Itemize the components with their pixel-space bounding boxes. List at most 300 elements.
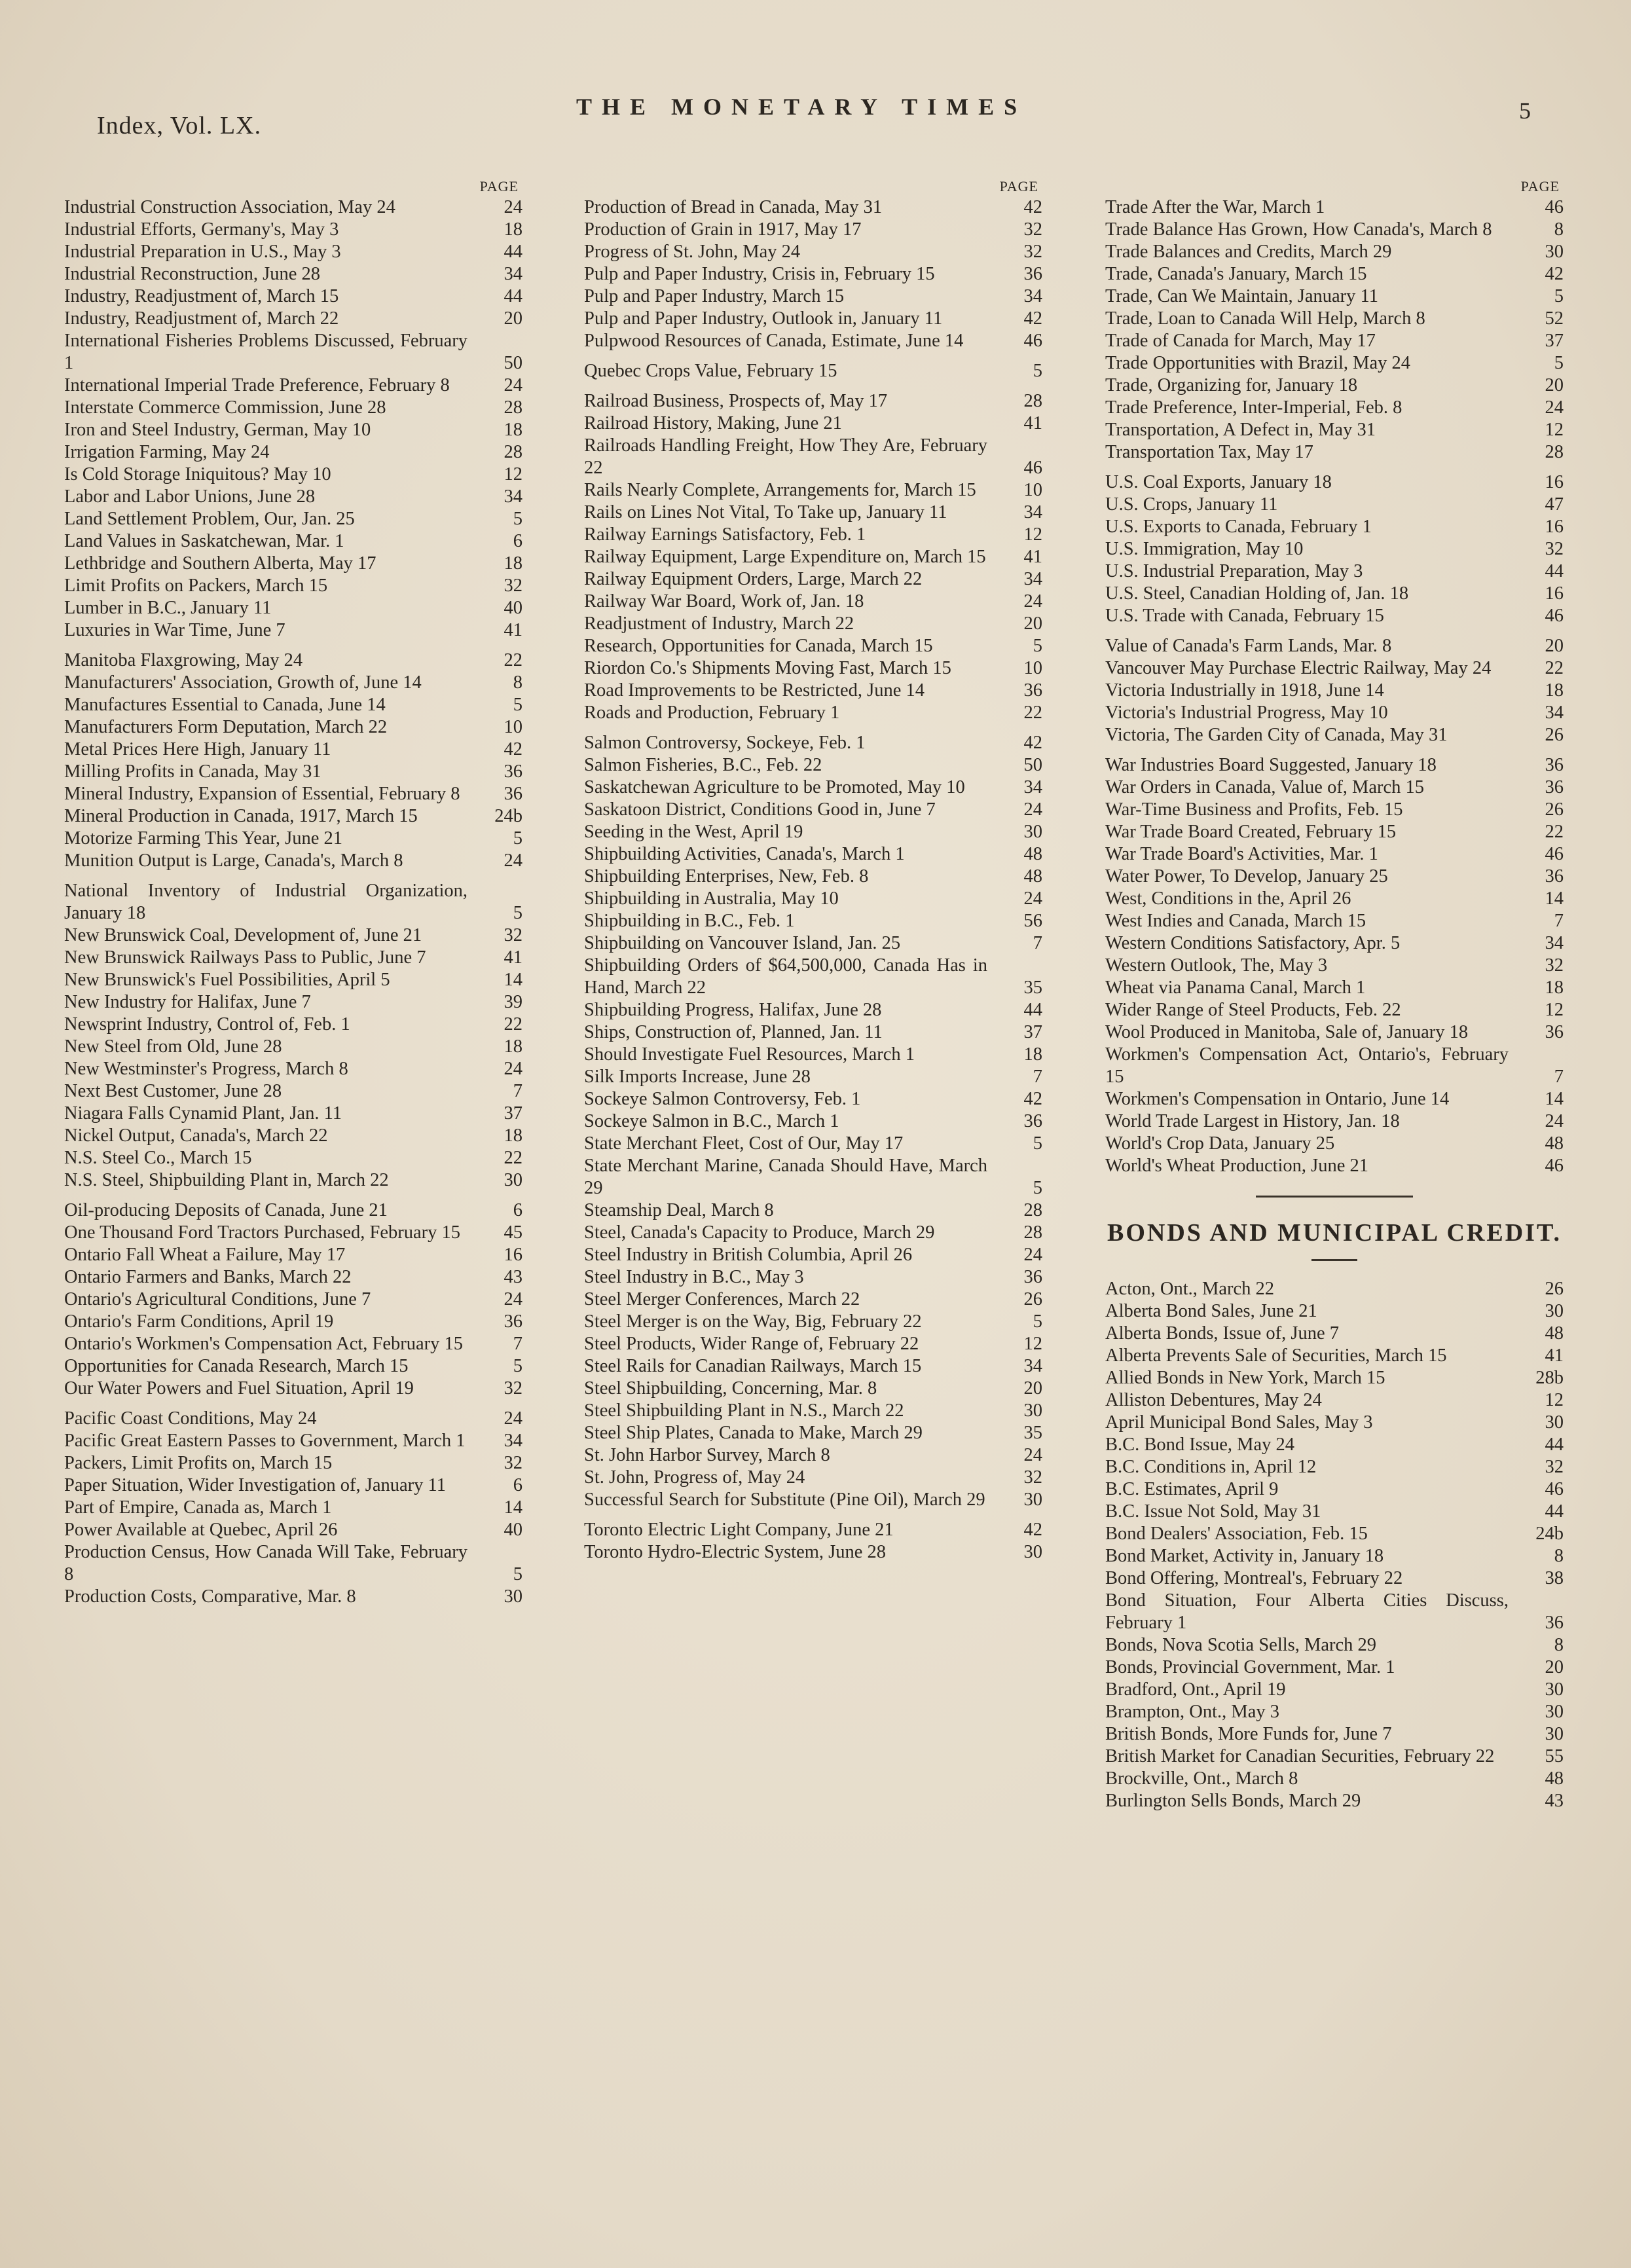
index-entry bbox=[584, 955, 1042, 999]
entry-title: Railroad History, Making, June 21 bbox=[584, 413, 842, 433]
entry-page-number: 44 bbox=[504, 286, 522, 306]
entry-title: Trade, Can We Maintain, January 11 bbox=[1105, 286, 1378, 306]
index-entry bbox=[1105, 1656, 1564, 1679]
entry-title: State Merchant Fleet, Cost of Our, May 17 bbox=[584, 1133, 904, 1154]
entry-title: Acton, Ont., March 22 bbox=[1105, 1279, 1275, 1299]
entry-title: Pulp and Paper Industry, March 15 bbox=[584, 286, 845, 306]
entry-page-number: 5 bbox=[513, 509, 522, 529]
index-entry bbox=[584, 285, 1042, 308]
index-entry bbox=[1105, 702, 1564, 724]
entry-title: Toronto Electric Light Company, June 21 bbox=[584, 1520, 894, 1540]
entry-page-number: 48 bbox=[1023, 866, 1042, 887]
entry-page-number: 14 bbox=[504, 970, 522, 990]
page-column-label: PAGE bbox=[479, 178, 519, 194]
index-entry bbox=[1105, 1155, 1564, 1177]
entry-title: Limit Profits on Packers, March 15 bbox=[64, 576, 328, 596]
entry-page-number: 34 bbox=[1023, 1356, 1042, 1376]
entry-title: Is Cold Storage Iniquitous? May 10 bbox=[64, 464, 331, 485]
entry-title: Western Conditions Satisfactory, Apr. 5 bbox=[1105, 933, 1401, 953]
index-entry bbox=[584, 999, 1042, 1021]
entry-title: U.S. Crops, January 11 bbox=[1105, 494, 1278, 515]
entry-page-number: 46 bbox=[1545, 606, 1564, 626]
entry-page-number: 18 bbox=[504, 1036, 522, 1057]
entry-title: Progress of St. John, May 24 bbox=[584, 242, 801, 262]
entry-page-number: 24b bbox=[1535, 1524, 1564, 1544]
index-entry bbox=[64, 969, 522, 991]
entry-list bbox=[64, 196, 522, 1608]
entry-page-number: 32 bbox=[1545, 955, 1564, 976]
page-column-label: PAGE bbox=[1520, 178, 1560, 194]
entry-title: B.C. Issue Not Sold, May 31 bbox=[1105, 1501, 1321, 1522]
index-entry bbox=[584, 241, 1042, 263]
index-entry bbox=[64, 1080, 522, 1103]
entry-page-number: 35 bbox=[1023, 978, 1042, 998]
index-entry bbox=[1105, 1367, 1564, 1389]
index-entry bbox=[584, 1199, 1042, 1222]
entry-title: Wool Produced in Manitoba, Sale of, January 18 bbox=[1105, 1022, 1469, 1042]
index-entry bbox=[584, 657, 1042, 680]
entry-title: International Fisheries Problems Discussed, February 1 bbox=[64, 331, 467, 373]
index-entry bbox=[1105, 866, 1564, 888]
index-entry bbox=[64, 1430, 522, 1452]
entry-title: Steel Industry in British Columbia, April 26 bbox=[584, 1245, 913, 1265]
index-entry bbox=[1105, 799, 1564, 821]
entry-title: Shipbuilding Enterprises, New, Feb. 8 bbox=[584, 866, 869, 887]
index-entry bbox=[64, 375, 522, 397]
entry-page-number: 30 bbox=[1545, 1724, 1564, 1744]
entry-page-number: 8 bbox=[1554, 1546, 1564, 1566]
entry-title: Power Available at Quebec, April 26 bbox=[64, 1520, 338, 1540]
index-entry bbox=[1105, 397, 1564, 419]
entry-list bbox=[1105, 196, 1564, 1177]
entry-title: Shipbuilding in B.C., Feb. 1 bbox=[584, 911, 795, 931]
index-entry bbox=[584, 546, 1042, 568]
entry-title: British Bonds, More Funds for, June 7 bbox=[1105, 1724, 1392, 1744]
index-entry bbox=[64, 828, 522, 850]
entry-page-number: 42 bbox=[1023, 733, 1042, 753]
entry-title: Saskatoon District, Conditions Good in, June 7 bbox=[584, 799, 936, 820]
section-title-underline bbox=[1311, 1259, 1357, 1261]
index-entry bbox=[1105, 419, 1564, 441]
entry-title: Pulp and Paper Industry, Outlook in, January 11 bbox=[584, 308, 943, 329]
index-entry bbox=[1105, 441, 1564, 464]
entry-page-number: 5 bbox=[513, 695, 522, 715]
index-entry bbox=[584, 1222, 1042, 1244]
entry-page-number: 56 bbox=[1023, 911, 1042, 931]
entry-page-number: 22 bbox=[1023, 703, 1042, 723]
entry-page-number: 24b bbox=[494, 806, 522, 826]
entry-title: Metal Prices Here High, January 11 bbox=[64, 739, 331, 759]
entry-page-number: 16 bbox=[504, 1245, 522, 1265]
entry-title: Seeding in the West, April 19 bbox=[584, 822, 803, 842]
index-entry bbox=[64, 649, 522, 672]
index-entry bbox=[64, 783, 522, 805]
entry-page-number: 18 bbox=[504, 420, 522, 440]
entry-page-number: 24 bbox=[504, 375, 522, 395]
entry-title: Toronto Hydro-Electric System, June 28 bbox=[584, 1542, 887, 1562]
entry-title: Trade, Organizing for, January 18 bbox=[1105, 375, 1358, 395]
entry-page-number: 22 bbox=[1545, 658, 1564, 678]
entry-page-number: 8 bbox=[513, 672, 522, 693]
entry-title: Bradford, Ont., April 19 bbox=[1105, 1679, 1286, 1700]
entry-page-number: 6 bbox=[513, 531, 522, 551]
entry-title: Wider Range of Steel Products, Feb. 22 bbox=[1105, 1000, 1401, 1020]
entry-page-number: 55 bbox=[1545, 1746, 1564, 1766]
entry-page-number: 34 bbox=[504, 1431, 522, 1451]
index-entry bbox=[64, 1333, 522, 1355]
entry-page-number: 16 bbox=[1545, 517, 1564, 537]
index-entry bbox=[584, 1021, 1042, 1044]
entry-title: Railroad Business, Prospects of, May 17 bbox=[584, 391, 888, 411]
index-entry bbox=[1105, 1523, 1564, 1545]
index-entry bbox=[1105, 1723, 1564, 1746]
entry-title: West, Conditions in the, April 26 bbox=[1105, 888, 1351, 909]
entry-title: New Brunswick Railways Pass to Public, June 7 bbox=[64, 947, 426, 968]
index-entry bbox=[584, 1133, 1042, 1155]
entry-title: Roads and Production, February 1 bbox=[584, 703, 840, 723]
index-entry bbox=[1105, 1323, 1564, 1345]
entry-page-number: 40 bbox=[504, 598, 522, 618]
entry-title: Rails on Lines Not Vital, To Take up, January 11 bbox=[584, 502, 947, 522]
entry-spacer bbox=[584, 724, 1042, 732]
index-entry bbox=[584, 843, 1042, 866]
entry-title: Industrial Reconstruction, June 28 bbox=[64, 264, 321, 284]
entry-title: Shipbuilding in Australia, May 10 bbox=[584, 888, 839, 909]
entry-title: Iron and Steel Industry, German, May 10 bbox=[64, 420, 371, 440]
entry-title: Sockeye Salmon in B.C., March 1 bbox=[584, 1111, 839, 1131]
index-entry bbox=[64, 1014, 522, 1036]
index-entry bbox=[584, 263, 1042, 285]
index-entry bbox=[64, 1222, 522, 1244]
entry-page-number: 5 bbox=[1554, 286, 1564, 306]
index-entry bbox=[584, 435, 1042, 479]
entry-title: Lumber in B.C., January 11 bbox=[64, 598, 272, 618]
index-entry bbox=[1105, 635, 1564, 657]
index-entry bbox=[1105, 196, 1564, 219]
entry-page-number: 5 bbox=[513, 1356, 522, 1376]
index-entry bbox=[64, 308, 522, 330]
index-entry bbox=[1105, 494, 1564, 516]
entry-list bbox=[1105, 1278, 1564, 1812]
entry-spacer bbox=[1105, 627, 1564, 635]
entry-page-number: 36 bbox=[1545, 755, 1564, 775]
entry-spacer bbox=[64, 1400, 522, 1408]
index-entry bbox=[1105, 263, 1564, 285]
index-entry bbox=[64, 241, 522, 263]
entry-page-number: 42 bbox=[1023, 1520, 1042, 1540]
entry-title: Trade Preference, Inter-Imperial, Feb. 8 bbox=[1105, 397, 1402, 418]
entry-title: Research, Opportunities for Canada, March 15 bbox=[584, 636, 933, 656]
index-entry bbox=[1105, 777, 1564, 799]
entry-page-number: 24 bbox=[504, 1408, 522, 1429]
index-entry bbox=[64, 694, 522, 716]
entry-title: Salmon Fisheries, B.C., Feb. 22 bbox=[584, 755, 822, 775]
entry-title: Trade Balance Has Grown, How Canada's, March 8 bbox=[1105, 219, 1492, 240]
entry-title: Transportation, A Defect in, May 31 bbox=[1105, 420, 1376, 440]
entry-title: New Brunswick Coal, Development of, June 21 bbox=[64, 925, 422, 945]
index-entry bbox=[1105, 241, 1564, 263]
entry-page-number: 36 bbox=[504, 784, 522, 804]
entry-title: Pacific Great Eastern Passes to Government, March 1 bbox=[64, 1431, 466, 1451]
entry-page-number: 7 bbox=[513, 1334, 522, 1354]
index-entry bbox=[64, 761, 522, 783]
entry-title: War Orders in Canada, Value of, March 15 bbox=[1105, 777, 1425, 797]
index-entry bbox=[584, 1066, 1042, 1088]
index-entry bbox=[64, 1244, 522, 1266]
entry-title: Brockville, Ont., March 8 bbox=[1105, 1768, 1298, 1789]
index-entry bbox=[64, 1036, 522, 1058]
entry-title: Manufacturers Form Deputation, March 22 bbox=[64, 717, 388, 737]
entry-page-number: 18 bbox=[1023, 1044, 1042, 1065]
index-entry bbox=[64, 1169, 522, 1192]
entry-spacer bbox=[64, 872, 522, 880]
entry-page-number: 5 bbox=[1033, 361, 1042, 381]
entry-spacer bbox=[584, 352, 1042, 360]
index-entry bbox=[584, 591, 1042, 613]
entry-title: Rails Nearly Complete, Arrangements for, March 15 bbox=[584, 480, 976, 500]
entry-page-number: 38 bbox=[1545, 1568, 1564, 1588]
entry-title: Shipbuilding on Vancouver Island, Jan. 25 bbox=[584, 933, 901, 953]
entry-page-number: 14 bbox=[504, 1497, 522, 1518]
index-entry bbox=[64, 1103, 522, 1125]
index-entry bbox=[64, 419, 522, 441]
entry-title: Manufacturers' Association, Growth of, June 14 bbox=[64, 672, 422, 693]
index-entry bbox=[1105, 605, 1564, 627]
entry-page-number: 7 bbox=[1554, 1067, 1564, 1087]
entry-title: Steamship Deal, March 8 bbox=[584, 1200, 774, 1220]
entry-page-number: 5 bbox=[1033, 1178, 1042, 1198]
entry-title: B.C. Estimates, April 9 bbox=[1105, 1479, 1279, 1499]
index-entry bbox=[64, 1289, 522, 1311]
entry-page-number: 26 bbox=[1545, 799, 1564, 820]
entry-page-number: 46 bbox=[1545, 1479, 1564, 1499]
index-entry bbox=[1105, 955, 1564, 977]
entry-page-number: 44 bbox=[1545, 561, 1564, 581]
entry-title: Packers, Limit Profits on, March 15 bbox=[64, 1453, 333, 1473]
entry-title: Pulp and Paper Industry, Crisis in, February 15 bbox=[584, 264, 935, 284]
entry-page-number: 26 bbox=[1023, 1289, 1042, 1309]
volume-label: Index, Vol. LX. bbox=[97, 112, 262, 139]
entry-page-number: 46 bbox=[1545, 1156, 1564, 1176]
entry-page-number: 44 bbox=[1023, 1000, 1042, 1020]
entry-title: Successful Search for Substitute (Pine Oil), March 29 bbox=[584, 1490, 985, 1510]
entry-title: Niagara Falls Cynamid Plant, Jan. 11 bbox=[64, 1103, 342, 1124]
entry-page-number: 24 bbox=[1023, 591, 1042, 612]
entry-page-number: 30 bbox=[1023, 1400, 1042, 1421]
entry-page-number: 36 bbox=[504, 761, 522, 782]
index-entry bbox=[584, 219, 1042, 241]
entry-page-number: 32 bbox=[504, 1453, 522, 1473]
index-entry bbox=[1105, 724, 1564, 746]
entry-page-number: 7 bbox=[1033, 933, 1042, 953]
entry-page-number: 30 bbox=[1545, 1702, 1564, 1722]
entry-title: Industrial Efforts, Germany's, May 3 bbox=[64, 219, 339, 240]
entry-page-number: 12 bbox=[1545, 1390, 1564, 1410]
entry-page-number: 32 bbox=[1023, 1467, 1042, 1488]
entry-title: Alberta Bond Sales, June 21 bbox=[1105, 1301, 1317, 1321]
entry-title: Alberta Prevents Sale of Securities, March 15 bbox=[1105, 1345, 1447, 1366]
index-entry bbox=[1105, 1634, 1564, 1656]
entry-title: World's Wheat Production, June 21 bbox=[1105, 1156, 1369, 1176]
index-column-3 bbox=[1105, 177, 1564, 1812]
entry-page-number: 37 bbox=[1545, 331, 1564, 351]
entry-page-number: 42 bbox=[1023, 197, 1042, 217]
entry-page-number: 32 bbox=[504, 925, 522, 945]
index-entry bbox=[1105, 1088, 1564, 1110]
entry-page-number: 30 bbox=[1545, 242, 1564, 262]
entry-page-number: 26 bbox=[1545, 1279, 1564, 1299]
entry-page-number: 20 bbox=[1545, 636, 1564, 656]
index-entry bbox=[1105, 888, 1564, 910]
index-entry bbox=[1105, 1701, 1564, 1723]
entry-page-number: 18 bbox=[1545, 680, 1564, 701]
entry-title: Alberta Bonds, Issue of, June 7 bbox=[1105, 1323, 1339, 1344]
entry-title: Mineral Industry, Expansion of Essential, February 8 bbox=[64, 784, 460, 804]
entry-page-number: 20 bbox=[1545, 375, 1564, 395]
index-entry bbox=[64, 553, 522, 575]
entry-page-number: 28 bbox=[504, 442, 522, 462]
entry-title: New Steel from Old, June 28 bbox=[64, 1036, 282, 1057]
index-entry bbox=[584, 1333, 1042, 1355]
entry-page-number: 8 bbox=[1554, 1635, 1564, 1655]
index-entry bbox=[64, 219, 522, 241]
entry-page-number: 44 bbox=[1545, 1435, 1564, 1455]
publication-title: THE MONETARY TIMES bbox=[576, 94, 1027, 120]
entry-title: Steel, Canada's Capacity to Produce, March 29 bbox=[584, 1222, 935, 1243]
entry-page-number: 7 bbox=[1554, 911, 1564, 931]
index-entry bbox=[584, 1489, 1042, 1511]
entry-page-number: 22 bbox=[504, 650, 522, 670]
entry-page-number: 32 bbox=[1545, 539, 1564, 559]
entry-title: Saskatchewan Agriculture to be Promoted, May 10 bbox=[584, 777, 965, 797]
index-entry bbox=[64, 1311, 522, 1333]
entry-page-number: 41 bbox=[504, 947, 522, 968]
entry-title: Industry, Readjustment of, March 22 bbox=[64, 308, 339, 329]
entry-title: New Westminster's Progress, March 8 bbox=[64, 1059, 348, 1079]
index-entry bbox=[584, 412, 1042, 435]
entry-spacer bbox=[1105, 746, 1564, 754]
entry-page-number: 36 bbox=[1023, 1111, 1042, 1131]
entry-list bbox=[584, 196, 1042, 1564]
entry-title: Burlington Sells Bonds, March 29 bbox=[1105, 1791, 1361, 1811]
index-column-2 bbox=[584, 177, 1042, 1564]
index-entry bbox=[584, 1467, 1042, 1489]
entry-page-number: 32 bbox=[1545, 1457, 1564, 1477]
index-entry bbox=[64, 991, 522, 1014]
entry-title: Workmen's Compensation Act, Ontario's, February 15 bbox=[1105, 1044, 1509, 1087]
index-entry bbox=[64, 530, 522, 553]
entry-page-number: 50 bbox=[1023, 755, 1042, 775]
entry-page-number: 32 bbox=[504, 1378, 522, 1399]
entry-page-number: 34 bbox=[1545, 933, 1564, 953]
entry-title: Steel Ship Plates, Canada to Make, March 29 bbox=[584, 1423, 923, 1443]
index-entry bbox=[584, 479, 1042, 502]
entry-title: Bond Dealers' Association, Feb. 15 bbox=[1105, 1524, 1368, 1544]
entry-page-number: 30 bbox=[504, 1170, 522, 1190]
index-entry bbox=[584, 932, 1042, 955]
index-entry bbox=[1105, 1133, 1564, 1155]
index-entry bbox=[64, 441, 522, 464]
entry-page-number: 22 bbox=[504, 1148, 522, 1168]
index-entry bbox=[1105, 1412, 1564, 1434]
entry-title: Vancouver May Purchase Electric Railway, May 24 bbox=[1105, 658, 1492, 678]
index-entry bbox=[1105, 680, 1564, 702]
entry-page-number: 50 bbox=[504, 353, 522, 373]
entry-title: Salmon Controversy, Sockeye, Feb. 1 bbox=[584, 733, 866, 753]
entry-page-number: 5 bbox=[513, 1564, 522, 1584]
index-entry bbox=[584, 799, 1042, 821]
index-entry bbox=[1105, 1567, 1564, 1590]
index-entry bbox=[584, 1400, 1042, 1422]
entry-title: Ontario Farmers and Banks, March 22 bbox=[64, 1267, 352, 1287]
index-entry bbox=[64, 1125, 522, 1147]
entry-page-number: 28b bbox=[1535, 1368, 1564, 1388]
entry-page-number: 5 bbox=[1554, 353, 1564, 373]
entry-title: Railway War Board, Work of, Jan. 18 bbox=[584, 591, 864, 612]
entry-page-number: 18 bbox=[504, 219, 522, 240]
entry-page-number: 26 bbox=[1545, 725, 1564, 745]
entry-page-number: 48 bbox=[1545, 1768, 1564, 1789]
index-entry bbox=[1105, 560, 1564, 583]
index-entry bbox=[1105, 1044, 1564, 1088]
entry-title: Riordon Co.'s Shipments Moving Fast, March 15 bbox=[584, 658, 951, 678]
index-entry bbox=[64, 805, 522, 828]
index-entry bbox=[64, 1058, 522, 1080]
entry-page-number: 48 bbox=[1545, 1323, 1564, 1344]
index-entry bbox=[64, 1147, 522, 1169]
entry-page-number: 24 bbox=[1023, 1245, 1042, 1265]
entry-title: U.S. Exports to Canada, February 1 bbox=[1105, 517, 1372, 537]
entry-title: Railroads Handling Freight, How They Are, February 22 bbox=[584, 435, 987, 478]
entry-title: Opportunities for Canada Research, March 15 bbox=[64, 1356, 409, 1376]
entry-page-number: 20 bbox=[1023, 613, 1042, 634]
index-entry bbox=[64, 1541, 522, 1586]
entry-title: St. John, Progress of, May 24 bbox=[584, 1467, 805, 1488]
index-entry bbox=[584, 1266, 1042, 1289]
entry-title: Milling Profits in Canada, May 31 bbox=[64, 761, 321, 782]
entry-page-number: 47 bbox=[1545, 494, 1564, 515]
index-entry bbox=[584, 1355, 1042, 1378]
index-entry bbox=[584, 702, 1042, 724]
entry-title: Road Improvements to be Restricted, June 14 bbox=[584, 680, 925, 701]
entry-page-number: 34 bbox=[1023, 569, 1042, 589]
index-entry bbox=[1105, 1456, 1564, 1478]
index-entry bbox=[64, 1378, 522, 1400]
entry-page-number: 48 bbox=[1545, 1133, 1564, 1154]
index-entry bbox=[584, 1155, 1042, 1199]
entry-title: Steel Products, Wider Range of, February 22 bbox=[584, 1334, 919, 1354]
index-entry bbox=[64, 924, 522, 947]
entry-page-number: 24 bbox=[504, 1289, 522, 1309]
entry-title: Value of Canada's Farm Lands, Mar. 8 bbox=[1105, 636, 1392, 656]
entry-page-number: 16 bbox=[1545, 472, 1564, 492]
index-entry bbox=[64, 1408, 522, 1430]
entry-page-number: 28 bbox=[1023, 1200, 1042, 1220]
entry-page-number: 37 bbox=[1023, 1022, 1042, 1042]
entry-title: Steel Merger is on the Way, Big, February 22 bbox=[584, 1311, 922, 1332]
entry-title: Production Costs, Comparative, Mar. 8 bbox=[64, 1586, 356, 1607]
entry-page-number: 35 bbox=[1023, 1423, 1042, 1443]
entry-title: Trade, Canada's January, March 15 bbox=[1105, 264, 1367, 284]
index-entry bbox=[64, 597, 522, 619]
entry-page-number: 10 bbox=[1023, 658, 1042, 678]
entry-title: U.S. Steel, Canadian Holding of, Jan. 18 bbox=[1105, 583, 1409, 604]
entry-page-number: 10 bbox=[504, 717, 522, 737]
index-entry bbox=[1105, 754, 1564, 777]
entry-title: Ships, Construction of, Planned, Jan. 11 bbox=[584, 1022, 883, 1042]
index-entry bbox=[64, 508, 522, 530]
entry-page-number: 5 bbox=[1033, 1133, 1042, 1154]
